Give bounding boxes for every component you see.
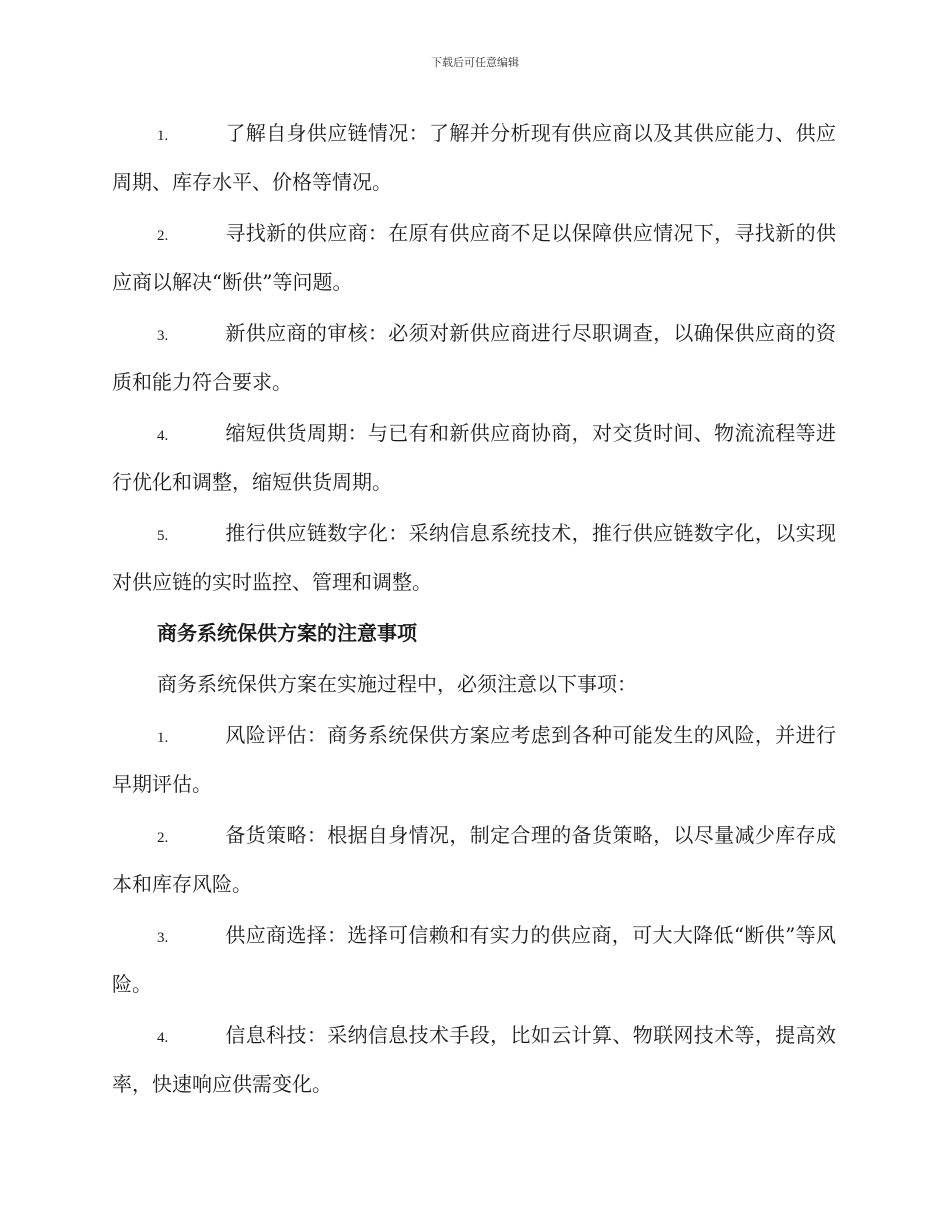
section-intro: 商务系统保供方案在实施过程中，必须注意以下事项： xyxy=(157,672,637,696)
page-header: 下载后可任意编辑 xyxy=(431,56,519,69)
list-number: 1. xyxy=(157,730,169,746)
list-item-text: 供应商选择：选择可信赖和有实力的供应商，可大大降低“断供”等风险。 xyxy=(112,923,836,996)
list-item-text: 寻找新的供应商：在原有供应商不足以保障供应情况下，寻找新的供应商以解决“断供”等问题。 xyxy=(112,221,836,294)
list-item xyxy=(112,310,836,405)
list-item xyxy=(112,110,836,205)
list-item-text: 了解自身供应链情况：了解并分析现有供应商以及其供应能力、供应周期、库存水平、价格等情况。 xyxy=(112,121,836,194)
list-number: 2. xyxy=(157,228,169,244)
list-item-text: 缩短供货周期：与已有和新供应商协商，对交货时间、物流流程等进行优化和调整，缩短供货周期。 xyxy=(112,421,836,494)
list-number: 2. xyxy=(157,830,169,846)
list-item-text: 新供应商的审核：必须对新供应商进行尽职调查，以确保供应商的资质和能力符合要求。 xyxy=(112,321,836,394)
list-number: 4. xyxy=(157,1030,169,1046)
list-item-text: 信息科技：采纳信息技术手段，比如云计算、物联网技术等，提高效率，快速响应供需变化。 xyxy=(112,1023,836,1096)
list-item xyxy=(112,812,836,907)
list-item xyxy=(112,510,836,605)
list-item xyxy=(112,912,836,1007)
document-body xyxy=(112,110,836,1112)
list-number: 1. xyxy=(157,128,169,144)
list-item xyxy=(112,410,836,505)
list-item-text: 推行供应链数字化：采纳信息系统技术，推行供应链数字化，以实现对供应链的实时监控、管理和调整。 xyxy=(112,521,836,594)
list-number: 5. xyxy=(157,528,169,544)
list-number: 4. xyxy=(157,428,169,444)
list-number: 3. xyxy=(157,930,169,946)
list-item xyxy=(112,1012,836,1107)
section-heading: 商务系统保供方案的注意事项 xyxy=(157,621,417,645)
list-number: 3. xyxy=(157,328,169,344)
list-item xyxy=(112,712,836,807)
list-item-text: 备货策略：根据自身情况，制定合理的备货策略，以尽量减少库存成本和库存风险。 xyxy=(112,823,836,896)
list-item-text: 风险评估：商务系统保供方案应考虑到各种可能发生的风险，并进行早期评估。 xyxy=(112,723,836,796)
list-item xyxy=(112,210,836,305)
